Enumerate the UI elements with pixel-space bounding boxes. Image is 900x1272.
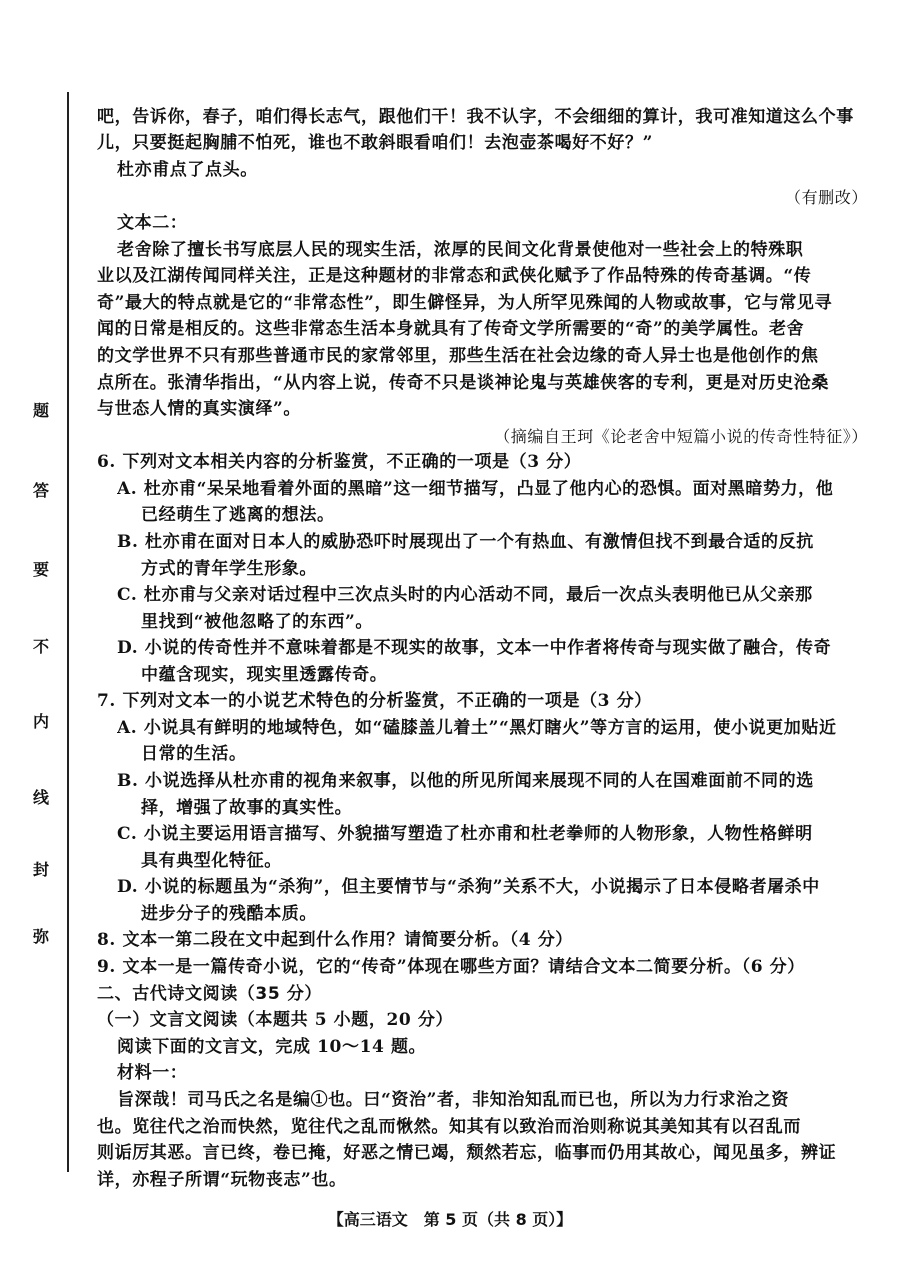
text-line: 吧，告诉你，春子，咱们得长志气，跟他们干！我不认字，不会细细的算计，我可准知道这么个事 <box>97 107 854 127</box>
text-line: 点所在。张清华指出，“从内容上说，传奇不只是谈神论鬼与英雄侠客的专利，更是对历史沧桑 <box>97 373 829 393</box>
text-line: 儿，只要挺起胸脯不怕死，谁也不敢斜眼看咱们！去泡壶茶喝好不好？” <box>97 133 653 153</box>
seal-char: 答 <box>32 481 49 500</box>
option-a: A. 小说具有鲜明的地域特色，如“磕膝盖儿着土”“黑灯瞎火”等方言的运用，使小说更加贴近 <box>117 718 837 738</box>
option-d: D. 小说的传奇性并不意味着都是不现实的故事，文本一中作者将传奇与现实做了融合，传奇 <box>117 638 832 658</box>
instruction: 阅读下面的文言文，完成 10～14 题。 <box>117 1037 427 1057</box>
seal-char: 内 <box>32 712 49 731</box>
text-line: 闻的日常是相反的。这些非常态生活本身就具有了传奇文学所需要的“奇”的美学属性。老舍 <box>97 319 805 339</box>
option-c-cont: 里找到“被他忽略了的东西”。 <box>141 612 373 632</box>
source-citation: （摘编自王珂《论老舍中短篇小说的传奇性特征》） <box>494 427 868 446</box>
text2-heading: 文本二： <box>117 213 188 233</box>
option-b: B. 杜亦甫在面对日本人的威胁恐吓时展现出了一个有热血、有激情但找不到最合适的反抗 <box>117 532 814 552</box>
option-c: C. 杜亦甫与父亲对话过程中三次点头时的内心活动不同，最后一次点头表明他已从父亲那 <box>117 585 813 605</box>
text-line: 旨深哉！司马氏之名是编①也。曰“资治”者，非知治知乱而已也，所以为力行求治之资 <box>117 1090 789 1110</box>
option-a-cont: 日常的生活。 <box>141 744 247 764</box>
option-d-cont: 进步分子的残酷本质。 <box>141 904 317 924</box>
text-line: 奇”最大的特点就是它的“非常态性”，即生僻怪异，为人所罕见殊闻的人物或故事，它与常见寻 <box>97 293 833 313</box>
text-line: 详，亦程子所谓“玩物丧志”也。 <box>97 1170 347 1190</box>
page-footer: 【高三语文 第 5 页（共 8 页）】 <box>327 1210 573 1229</box>
question-stem: 6. 下列对文本相关内容的分析鉴赏，不正确的一项是（3 分） <box>97 452 582 472</box>
option-c-cont: 具有典型化特征。 <box>141 851 282 871</box>
option-d-cont: 中蕴含现实，现实里透露传奇。 <box>141 665 388 685</box>
subsection-title: （一）文言文阅读（本题共 5 小题，20 分） <box>97 1010 454 1030</box>
text-line: 也。览往代之治而快然，览往代之乱而愀然。知其有以致治而治则称说其美知其有以召乱而 <box>97 1117 801 1137</box>
text-line: 则诟厉其恶。言已终，卷已掩，好恶之情已竭，颓然若忘，临事而仍用其故心，闻见虽多，辨证 <box>97 1143 837 1163</box>
option-b-cont: 择，增强了故事的真实性。 <box>141 798 353 818</box>
question-8: 8. 文本一第二段在文中起到什么作用？请简要分析。（4 分） <box>97 930 573 950</box>
seal-char: 弥 <box>32 927 49 946</box>
seal-char: 封 <box>32 860 49 879</box>
seal-char: 线 <box>32 788 49 807</box>
seal-char: 题 <box>32 401 49 420</box>
material-heading: 材料一： <box>117 1063 188 1083</box>
option-a-cont: 已经萌生了逃离的想法。 <box>141 505 335 525</box>
text-line: 杜亦甫点了点头。 <box>117 160 258 180</box>
section-title: 二、古代诗文阅读（35 分） <box>97 984 322 1004</box>
option-a: A. 杜亦甫“呆呆地看着外面的黑暗”这一细节描写，凸显了他内心的恐惧。面对黑暗势力，他 <box>117 479 834 499</box>
text-line: 老舍除了擅长书写底层人民的现实生活，浓厚的民间文化背景使他对一些社会上的特殊职 <box>117 240 804 260</box>
seal-char: 要 <box>32 560 49 579</box>
seal-char: 不 <box>32 637 49 656</box>
option-d: D. 小说的标题虽为“杀狗”，但主要情节与“杀狗”关系不大，小说揭示了日本侵略者屠杀中 <box>117 877 820 897</box>
option-c: C. 小说主要运用语言描写、外貌描写塑造了杜亦甫和杜老拳师的人物形象，人物性格鲜明 <box>117 824 813 844</box>
option-b: B. 小说选择从杜亦甫的视角来叙事，以他的所见所闻来展现不同的人在国难面前不同的选 <box>117 771 814 791</box>
revision-note: （有删改） <box>784 188 868 207</box>
text-line: 业以及江湖传闻同样关注，正是这种题材的非常态和武侠化赋予了作品特殊的传奇基调。“传 <box>97 266 812 286</box>
text-line: 与世态人情的真实演绎”。 <box>97 399 301 419</box>
option-b-cont: 方式的青年学生形象。 <box>141 559 317 579</box>
question-stem: 7. 下列对文本一的小说艺术特色的分析鉴赏，不正确的一项是（3 分） <box>97 691 652 711</box>
text-line: 的文学世界不只有那些普通市民的家常邻里，那些生活在社会边缘的奇人异士也是他创作的焦 <box>97 346 819 366</box>
binding-margin-line <box>67 92 69 1172</box>
question-9: 9. 文本一是一篇传奇小说，它的“传奇”体现在哪些方面？请结合文本二简要分析。（6 分） <box>97 957 805 977</box>
